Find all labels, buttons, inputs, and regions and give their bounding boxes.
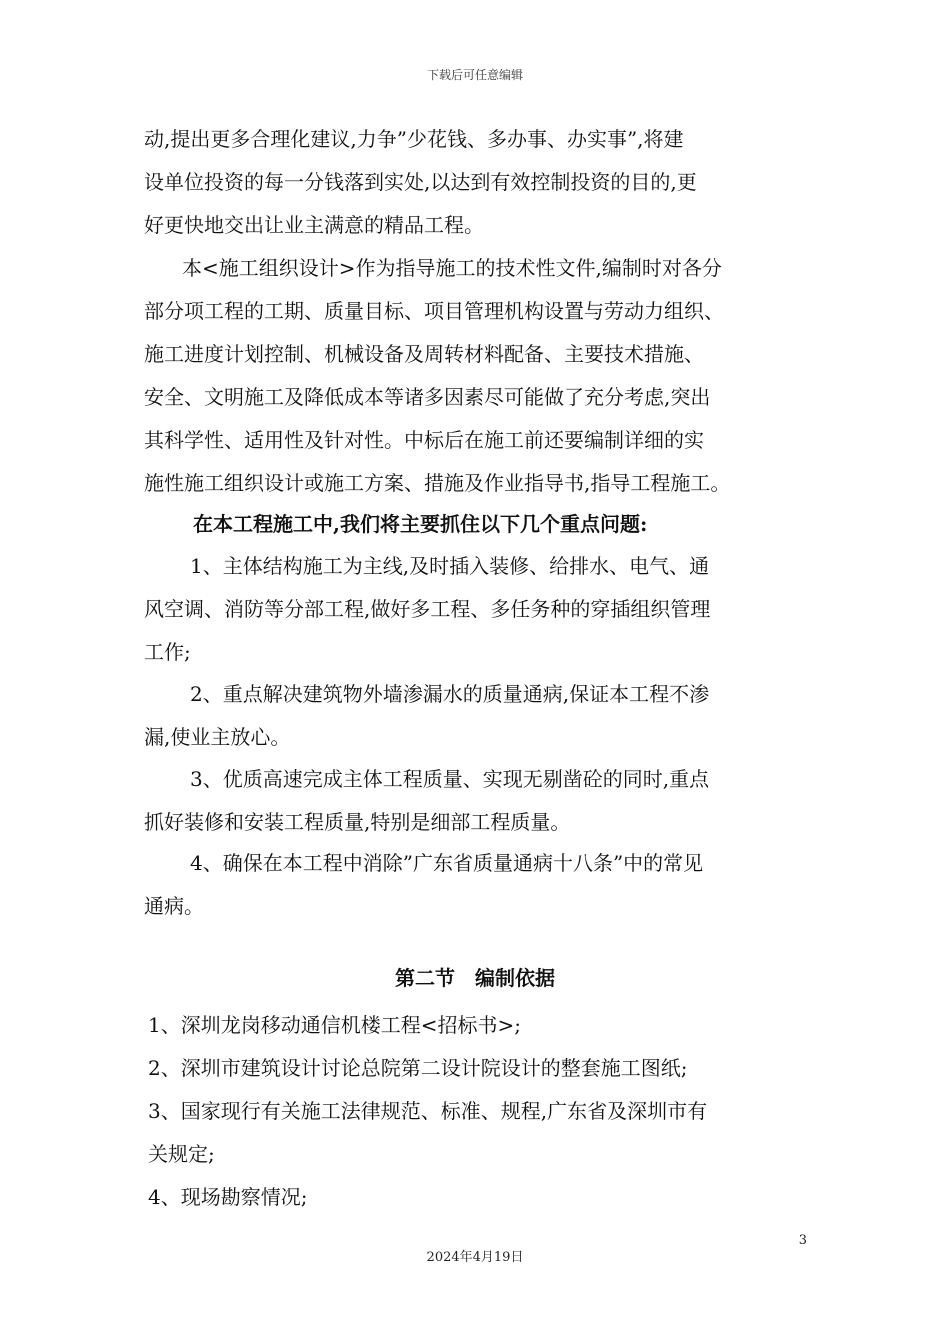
text-line: 2、重点解决建筑物外墙渗漏水的质量通病,保证本工程不渗 xyxy=(190,682,710,706)
page-header: 下载后可任意编辑 xyxy=(426,68,523,82)
key-point-2 xyxy=(144,673,824,759)
key-point-1 xyxy=(144,545,824,674)
text-line: 施性施工组织设计或施工方案、措施及作业指导书,指导工程施工。 xyxy=(144,471,731,495)
text-line: 工作; xyxy=(144,640,191,664)
list-item: 3、国家现行有关施工法律规范、标准、规程,广东省及深圳市有 xyxy=(148,1099,708,1123)
text-line: 部分项工程的工期、质量目标、项目管理机构设置与劳动力组织、 xyxy=(144,299,724,323)
text-line: 3、优质高速完成主体工程质量、实现无剔凿砼的同时,重点 xyxy=(190,767,710,791)
text-line: 本<施工组织设计>作为指导施工的技术性文件,编制时对各分 xyxy=(182,256,722,280)
text-line: 抓好装修和安装工程质量,特别是细部工程质量。 xyxy=(144,810,571,834)
text-line: 好更快地交出让业主满意的精品工程。 xyxy=(144,213,484,237)
text-line: 1、主体结构施工为主线,及时插入装修、给排水、电气、通 xyxy=(190,554,710,578)
basis-list xyxy=(148,1004,828,1219)
text-line: 通病。 xyxy=(144,894,204,918)
key-point-4 xyxy=(144,842,824,928)
text-line: 动,提出更多合理化建议,力争”少花钱、多办事、办实事”,将建 xyxy=(144,127,684,151)
list-item: 2、深圳市建筑设计讨论总院第二设计院设计的整套施工图纸; xyxy=(148,1056,688,1080)
text-line: 施工进度计划控制、机械设备及周转材料配备、主要技术措施、 xyxy=(144,342,704,366)
text-line: 其科学性、适用性及针对性。中标后在施工前还要编制详细的实 xyxy=(144,428,704,452)
text-line: 4、确保在本工程中消除”广东省质量通病十八条”中的常见 xyxy=(190,851,704,875)
key-points-heading: 在本工程施工中,我们将主要抓住以下几个重点问题: xyxy=(193,512,648,536)
text-line: 安全、文明施工及降低成本等诸多因素尽可能做了充分考虑,突出 xyxy=(144,385,711,409)
footer-date: 2024年4月19日 xyxy=(426,1250,524,1265)
section-title: 第二节 编制依据 xyxy=(395,966,555,990)
paragraph-intro-continued xyxy=(144,118,824,247)
text-line: 漏,使业主放心。 xyxy=(144,725,291,749)
list-item: 1、深圳龙岗移动通信机楼工程<招标书>; xyxy=(148,1013,521,1037)
page-number: 3 xyxy=(798,1233,807,1248)
list-item: 4、现场勘察情况; xyxy=(148,1185,308,1209)
text-line: 设单位投资的每一分钱落到实处,以达到有效控制投资的目的,更 xyxy=(144,170,697,194)
paragraph-design-purpose xyxy=(144,247,824,505)
list-item: 关规定; xyxy=(148,1142,215,1166)
key-point-3 xyxy=(144,758,824,844)
text-line: 风空调、消防等分部工程,做好多工程、多任务种的穿插组织管理 xyxy=(144,597,711,621)
